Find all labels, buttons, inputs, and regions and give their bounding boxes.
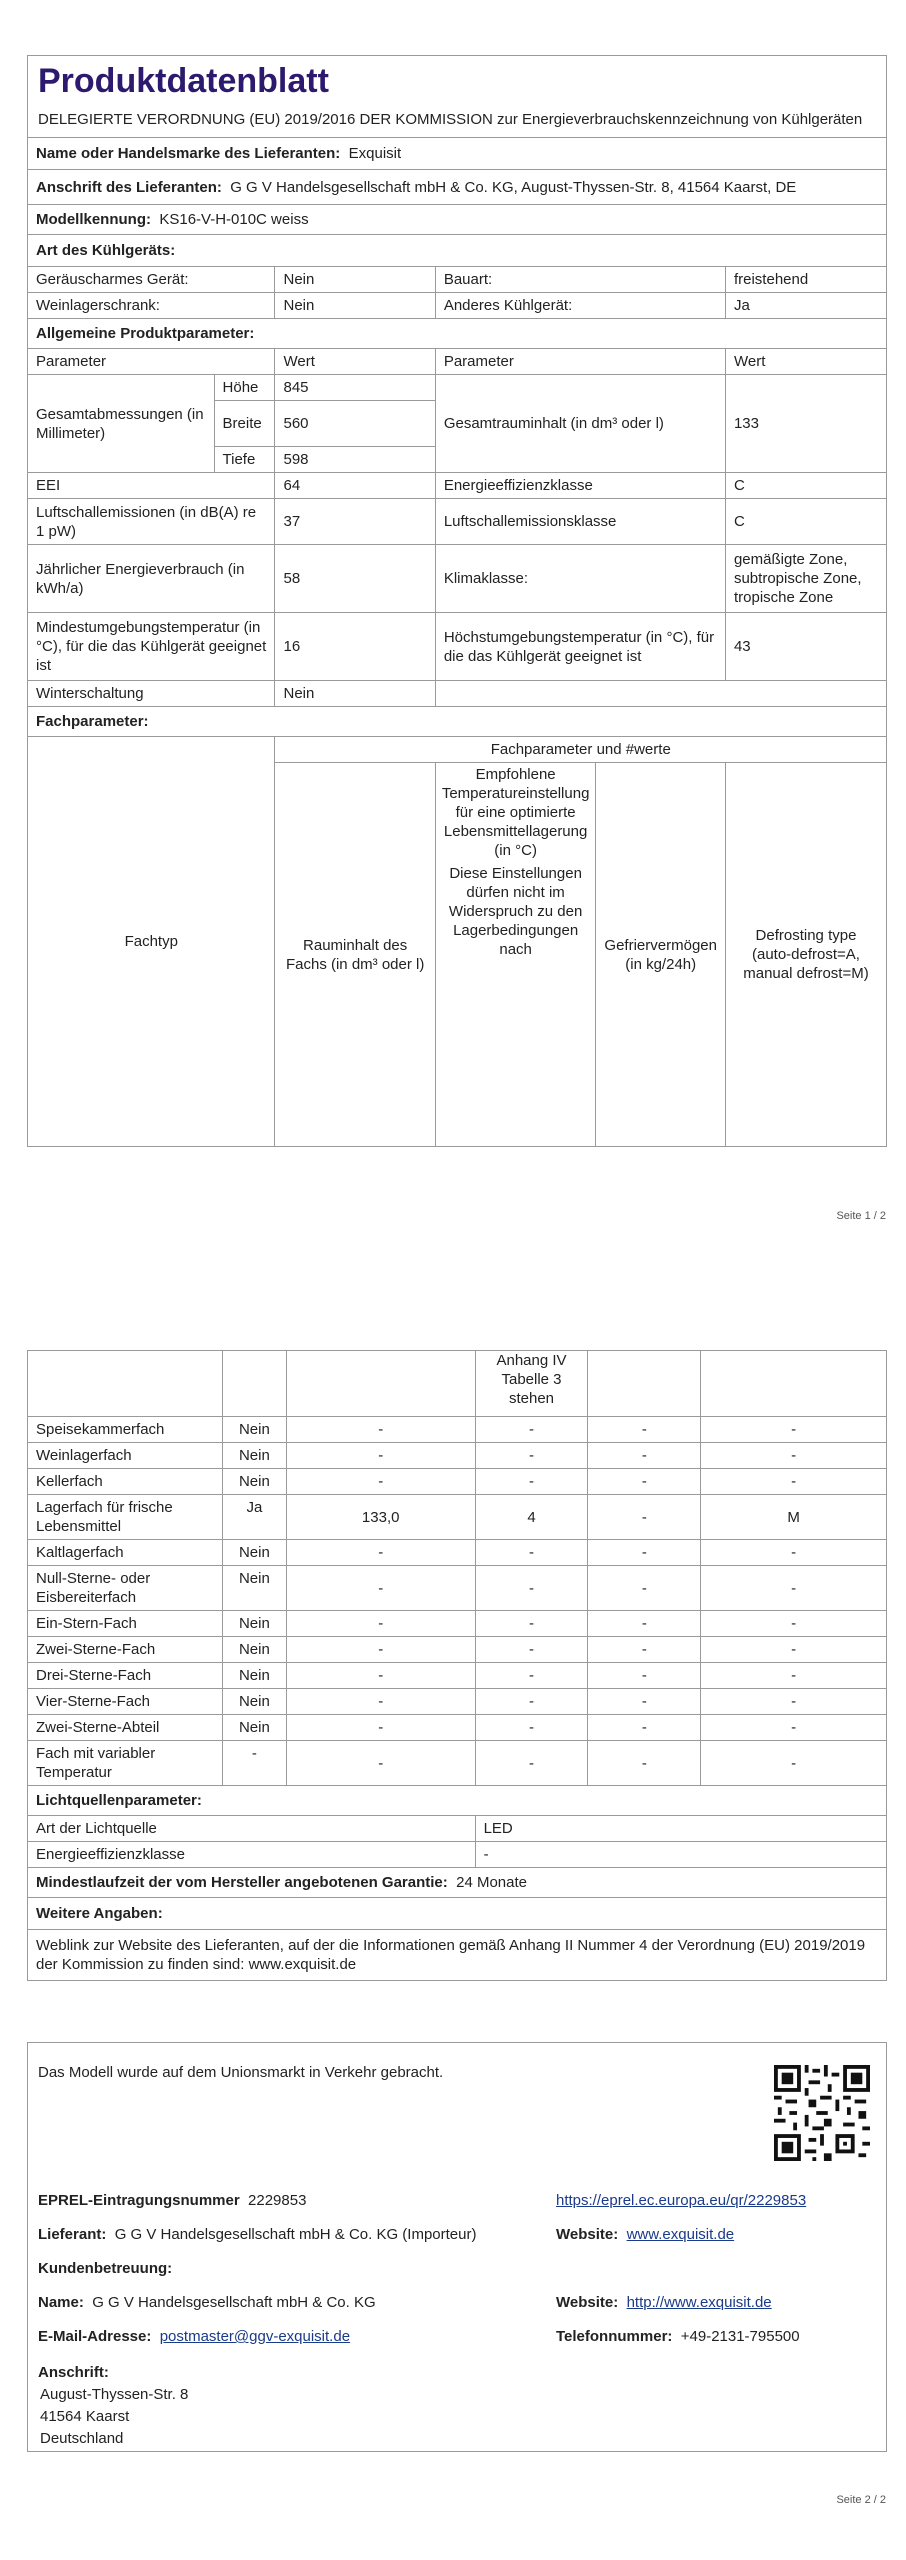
fach-row [28, 1741, 887, 1786]
fach-cell-temp: - [475, 1611, 588, 1637]
fach-cell-present: Nein [222, 1469, 286, 1495]
winter-label: Winterschaltung [28, 681, 275, 707]
qr-code-icon[interactable] [774, 2065, 870, 2161]
fach-cell-freeze: - [588, 1611, 701, 1637]
regulation-text: DELEGIERTE VERORDNUNG (EU) 2019/2016 DER KOMMISSION zur Energieverbrauchskennzeichnung von Kühlgeräten [38, 111, 863, 128]
warranty-value: 24 Monate [456, 1874, 527, 1891]
fach-col-type: Fachtyp [28, 737, 275, 1147]
service-website-label: Website: [556, 2294, 619, 2311]
fach-cell-vol: 133,0 [286, 1495, 475, 1540]
light-class-label: Energieeffizienzklasse [28, 1842, 476, 1868]
fach-cell-vol: - [286, 1443, 475, 1469]
service-name-label: Name: [38, 2294, 84, 2311]
param-value: 64 [275, 473, 435, 499]
type-heading: Art des Kühlgeräts: [28, 235, 887, 267]
type-value: Nein [275, 267, 435, 293]
fach-cell-freeze: - [588, 1540, 701, 1566]
fach-row [28, 1689, 887, 1715]
fach-cell-present: Nein [222, 1611, 286, 1637]
website-row [556, 2225, 734, 2245]
light-type-label: Art der Lichtquelle [28, 1816, 476, 1842]
fach-cell-name: Drei-Sterne-Fach [28, 1663, 223, 1689]
light-class-value: - [475, 1842, 886, 1868]
empty-cell [701, 1351, 887, 1417]
fach-cell-temp: - [475, 1417, 588, 1443]
fach-cell-present: Nein [222, 1715, 286, 1741]
page-number: Seite 1 / 2 [836, 1210, 886, 1222]
fach-row [28, 1495, 887, 1540]
email-row [38, 2327, 350, 2347]
lieferant-row [38, 2225, 476, 2245]
fach-cell-temp: - [475, 1469, 588, 1495]
fach-row [28, 1566, 887, 1611]
fach-col-temp [435, 763, 596, 1147]
fach-cell-present: Nein [222, 1637, 286, 1663]
fach-cell-name: Speisekammerfach [28, 1417, 223, 1443]
eprel-link[interactable]: https://eprel.ec.europa.eu/qr/2229853 [556, 2192, 807, 2209]
param-label: Mindestumgebungstemperatur (in °C), für die das Kühlgerät geeignet ist [28, 613, 275, 681]
empty-cell [222, 1351, 286, 1417]
type-value: Ja [725, 293, 886, 319]
param-value: gemäßigte Zone, subtropische Zone, tropische Zone [725, 545, 886, 613]
market-text: Das Modell wurde auf dem Unionsmarkt in Verkehr gebracht. [38, 2064, 444, 2081]
fach-cell-defrost: M [701, 1495, 887, 1540]
page-title: Produktdatenblatt [38, 62, 329, 100]
model-label: Modellkennung: [36, 211, 151, 228]
anschrift-label: Anschrift: [38, 2364, 109, 2381]
col-value-header: Wert [275, 349, 435, 375]
fach-col-temp-a: Empfohlene Temperatureinstellung für eine optimierte Lebensmittellagerung (in °C) [441, 766, 590, 859]
fach-cell-freeze: - [588, 1637, 701, 1663]
empty-cell [286, 1351, 475, 1417]
fach-heading: Fachparameter: [28, 707, 887, 737]
fach-cell-temp: - [475, 1443, 588, 1469]
param-label: Jährlicher Energieverbrauch (in kWh/a) [28, 545, 275, 613]
fach-cell-temp: - [475, 1689, 588, 1715]
fach-cell-defrost: - [701, 1741, 887, 1786]
lieferant-label: Lieferant: [38, 2226, 107, 2243]
type-label: Bauart: [435, 267, 725, 293]
type-value: Nein [275, 293, 435, 319]
dims-label: Gesamtabmessungen (in Millimeter) [28, 375, 215, 473]
warranty-row [28, 1868, 887, 1898]
page-2 [0, 1240, 906, 2560]
fach-cell-present: Ja [222, 1495, 286, 1540]
fach-cell-defrost: - [701, 1469, 887, 1495]
general-heading: Allgemeine Produktparameter: [28, 319, 887, 349]
fach-cell-name: Vier-Sterne-Fach [28, 1689, 223, 1715]
fach-cell-defrost: - [701, 1566, 887, 1611]
fach-cell-freeze: - [588, 1417, 701, 1443]
fach-cell-name: Zwei-Sterne-Abteil [28, 1715, 223, 1741]
fach-row [28, 1540, 887, 1566]
model-row [28, 205, 887, 235]
title-cell [28, 56, 887, 138]
param-value: C [725, 499, 886, 545]
fach-row [28, 1469, 887, 1495]
col-param-header: Parameter [435, 349, 725, 375]
fach-cell-defrost: - [701, 1611, 887, 1637]
param-label: EEI [28, 473, 275, 499]
fach-col-volume: Rauminhalt des Fachs (in dm³ oder l) [275, 763, 435, 1147]
fach-cell-temp: - [475, 1566, 588, 1611]
type-value: freistehend [725, 267, 886, 293]
info-box [27, 2042, 887, 2452]
address-value: G G V Handelsgesellschaft mbH & Co. KG, August-Thyssen-Str. 8, 41564 Kaarst, DE [230, 178, 797, 196]
param-value: 16 [275, 613, 435, 681]
page-1 [0, 0, 906, 1240]
col-param-header: Parameter [28, 349, 275, 375]
supplier-label: Name oder Handelsmarke des Lieferanten: [36, 145, 341, 162]
supplier-row [28, 138, 887, 170]
fach-cell-freeze: - [588, 1741, 701, 1786]
type-label: Geräuscharmes Gerät: [28, 267, 275, 293]
fach-cell-defrost: - [701, 1715, 887, 1741]
light-type-value: LED [475, 1816, 886, 1842]
fach-group-header: Fachparameter und #werte [275, 737, 887, 763]
fach-cell-vol: - [286, 1417, 475, 1443]
volume-label: Gesamtrauminhalt (in dm³ oder l) [435, 375, 725, 473]
eprel-row [38, 2191, 306, 2211]
fach-cell-freeze: - [588, 1443, 701, 1469]
fach-cell-vol: - [286, 1566, 475, 1611]
service-name-row [38, 2293, 376, 2313]
website-label: Website: [556, 2226, 619, 2243]
fach-cell-vol: - [286, 1611, 475, 1637]
lieferant-value: G G V Handelsgesellschaft mbH & Co. KG (Importeur) [114, 2226, 477, 2243]
eprel-label: EPREL-Eintragungsnummer [38, 2192, 240, 2209]
param-label: Luftschallemissionsklasse [435, 499, 725, 545]
fach-cell-present: Nein [222, 1663, 286, 1689]
fach-cell-name: Null-Sterne- oder Eisbereiterfach [28, 1566, 223, 1611]
empty-cell [435, 681, 886, 707]
fach-cell-name: Kaltlagerfach [28, 1540, 223, 1566]
service-website-link[interactable]: http://www.exquisit.de [626, 2294, 772, 2311]
fach-cell-defrost: - [701, 1689, 887, 1715]
fach-cell-freeze: - [588, 1495, 701, 1540]
param-label: Energieeffizienzklasse [435, 473, 725, 499]
eprel-value: 2229853 [248, 2192, 307, 2209]
fach-col-defrost: Defrosting type (auto-defrost=A, manual defrost=M) [725, 763, 886, 1147]
dim-key: Höhe [214, 375, 275, 401]
fach-row [28, 1715, 887, 1741]
fach-cell-present: Nein [222, 1689, 286, 1715]
param-value: C [725, 473, 886, 499]
fach-cell-freeze: - [588, 1715, 701, 1741]
fach-cell-present: Nein [222, 1443, 286, 1469]
fach-cell-defrost: - [701, 1663, 887, 1689]
service-heading: Kundenbetreuung: [38, 2260, 173, 2277]
fach-col-temp-b: Diese Einstellungen dürfen nicht im Widerspruch zu den Lagerbedingungen nach [448, 865, 583, 958]
fach-cell-temp: - [475, 1637, 588, 1663]
empty-cell [28, 1351, 223, 1417]
dim-key: Tiefe [214, 447, 275, 473]
fach-table-continued [27, 1350, 887, 1981]
param-label: Luftschallemissionen (in dB(A) re 1 pW) [28, 499, 275, 545]
param-label: Höchstumgebungstemperatur (in °C), für die das Kühlgerät geeignet ist [435, 613, 725, 681]
email-label: E-Mail-Adresse: [38, 2328, 152, 2345]
dim-value: 598 [275, 447, 435, 473]
dim-key: Breite [214, 401, 275, 447]
weblink-text: Weblink zur Website des Lieferanten, auf der die Informationen gemäß Anhang II Nummer 4 der Verordnung (EU) 2019/2019 der Kommission zu finden sind: www.exquisit.de [28, 1930, 887, 1981]
fach-cell-vol: - [286, 1540, 475, 1566]
fach-cell-defrost: - [701, 1637, 887, 1663]
fach-cell-name: Fach mit variabler Temperatur [28, 1741, 223, 1786]
dim-value: 560 [275, 401, 435, 447]
warranty-label: Mindestlaufzeit der vom Hersteller angebotenen Garantie: [36, 1874, 448, 1891]
fach-row [28, 1611, 887, 1637]
anschrift-line: 41564 Kaarst [40, 2408, 130, 2425]
dim-value: 845 [275, 375, 435, 401]
fach-cell-temp: - [475, 1663, 588, 1689]
address-row [28, 170, 887, 205]
model-value: KS16-V-H-010C weiss [159, 211, 309, 228]
service-website-row [556, 2293, 772, 2313]
fach-cell-freeze: - [588, 1566, 701, 1611]
fach-cell-present: Nein [222, 1540, 286, 1566]
param-label: Klimaklasse: [435, 545, 725, 613]
type-label: Weinlagerschrank: [28, 293, 275, 319]
fach-cell-name: Zwei-Sterne-Fach [28, 1637, 223, 1663]
fach-cell-vol: - [286, 1663, 475, 1689]
fach-cell-temp: - [475, 1741, 588, 1786]
col-value-header: Wert [725, 349, 886, 375]
supplier-value: Exquisit [348, 145, 402, 162]
fach-row [28, 1663, 887, 1689]
fach-cell-freeze: - [588, 1663, 701, 1689]
anschrift-line: August-Thyssen-Str. 8 [40, 2386, 189, 2403]
page-number: Seite 2 / 2 [836, 2494, 886, 2506]
fach-cell-temp: 4 [475, 1495, 588, 1540]
empty-cell [588, 1351, 701, 1417]
fach-cell-name: Ein-Stern-Fach [28, 1611, 223, 1637]
address-label: Anschrift des Lieferanten: [36, 178, 222, 196]
fach-cell-defrost: - [701, 1417, 887, 1443]
volume-value: 133 [725, 375, 886, 473]
type-label: Anderes Kühlgerät: [435, 293, 725, 319]
fach-cell-name: Weinlagerfach [28, 1443, 223, 1469]
fach-cell-vol: - [286, 1469, 475, 1495]
email-link[interactable]: postmaster@ggv-exquisit.de [159, 2328, 351, 2345]
fach-cell-defrost: - [701, 1540, 887, 1566]
fach-cell-present: - [222, 1741, 286, 1786]
service-name-value: G G V Handelsgesellschaft mbH & Co. KG [92, 2294, 376, 2311]
light-heading: Lichtquellenparameter: [28, 1786, 887, 1816]
fach-row [28, 1443, 887, 1469]
param-value: 58 [275, 545, 435, 613]
fach-cell-temp: - [475, 1715, 588, 1741]
product-data-sheet [27, 55, 887, 1147]
phone-label: Telefonnummer: [556, 2328, 673, 2345]
fach-row [28, 1417, 887, 1443]
fach-rows [28, 1417, 887, 1786]
fach-row [28, 1637, 887, 1663]
fach-cell-freeze: - [588, 1689, 701, 1715]
fach-cell-vol: - [286, 1741, 475, 1786]
phone-value: +49-2131-795500 [680, 2328, 800, 2345]
fach-cell-name: Lagerfach für frische Lebensmittel [28, 1495, 223, 1540]
param-value: 37 [275, 499, 435, 545]
fach-cell-vol: - [286, 1715, 475, 1741]
fach-cell-vol: - [286, 1689, 475, 1715]
phone-row [556, 2327, 800, 2347]
param-value: 43 [725, 613, 886, 681]
winter-value: Nein [275, 681, 435, 707]
fach-cell-freeze: - [588, 1469, 701, 1495]
fach-cell-vol: - [286, 1637, 475, 1663]
fach-cell-defrost: - [701, 1443, 887, 1469]
fach-col-temp-c: Anhang IV Tabelle 3 stehen [475, 1351, 588, 1417]
fach-cell-temp: - [475, 1540, 588, 1566]
fach-cell-name: Kellerfach [28, 1469, 223, 1495]
fach-cell-present: Nein [222, 1417, 286, 1443]
fach-col-freeze: Gefriervermögen (in kg/24h) [596, 763, 726, 1147]
website-link[interactable]: www.exquisit.de [626, 2226, 735, 2243]
more-heading: Weitere Angaben: [28, 1898, 887, 1930]
anschrift-line: Deutschland [40, 2430, 124, 2447]
fach-cell-present: Nein [222, 1566, 286, 1611]
